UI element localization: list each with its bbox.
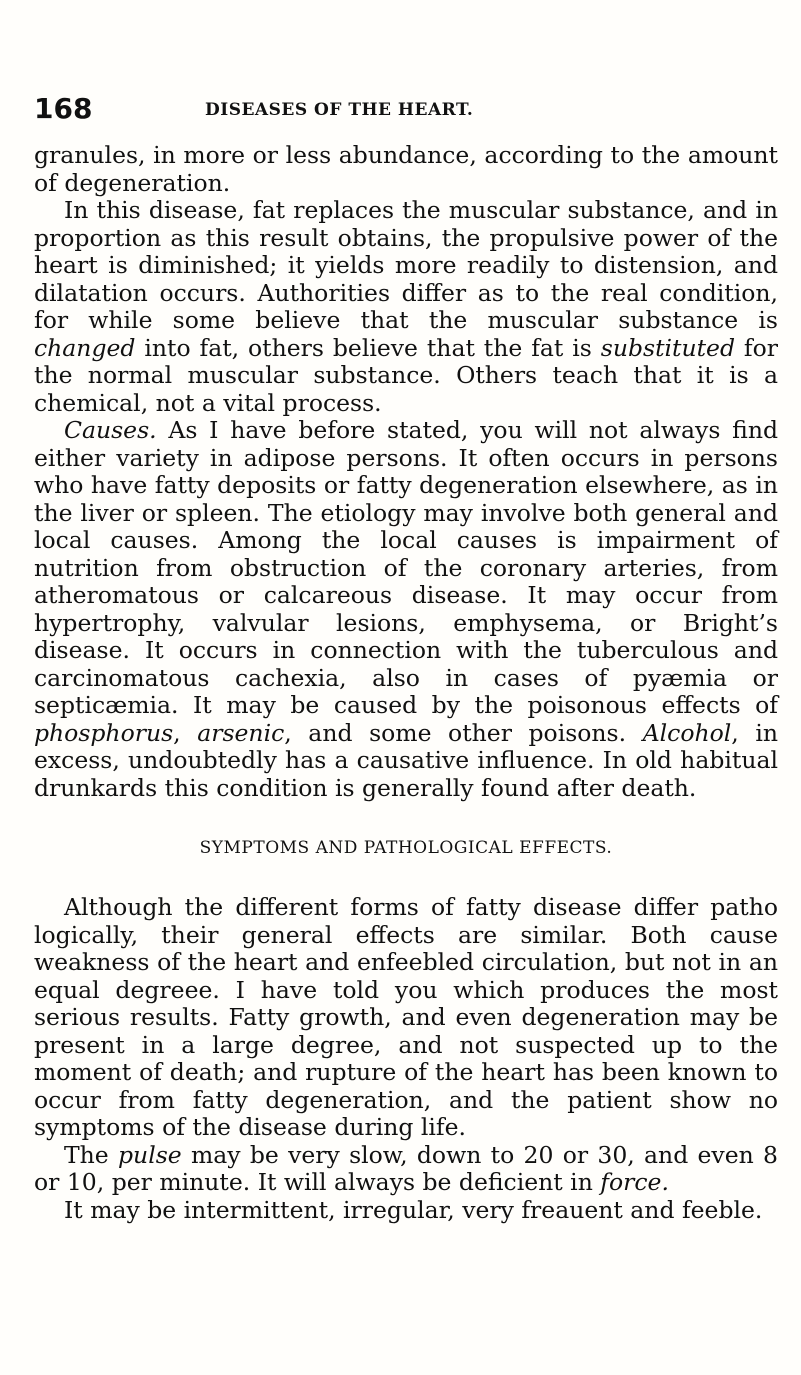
text-run: , and some other poisons. <box>284 718 643 747</box>
paragraph-pulse <box>34 1142 778 1197</box>
text-run: may be very slow, down to 20 or 30, and even 8 or 10, per minute. It will always be deficient in <box>34 1140 778 1196</box>
running-head <box>34 94 774 124</box>
text-run: , in excess, undoubtedly has a causative influence. In old habitual drunkards this condition is generally found after death. <box>34 718 779 802</box>
text-run: In this disease, fat replaces the muscular substance, and in proportion as this result obtains, the propulsive power of the heart is diminished; it yields more readily to distension, and dilatation occurs. Authorities differ as to the real condition, for while some believe that the muscular substance is <box>34 196 778 334</box>
text-run: , <box>173 718 198 747</box>
italic-term: substituted <box>600 333 735 362</box>
paragraph-granules <box>34 142 778 197</box>
italic-term: pulse <box>118 1140 182 1169</box>
italic-term: Causes. <box>64 416 157 444</box>
page-number: 168 <box>34 92 93 125</box>
italic-term: phosphorus <box>34 718 174 747</box>
text-run: The <box>64 1140 119 1169</box>
text-run: As I have before stated, you will not always find either variety in adipose persons. It often occurs in persons who have fatty deposits or fatty degeneration elsewhere, as in the liver or spleen. The etiology may involve both general and local causes. Among the local causes is impairment of nutrition from obstruction of the coronary arteries, from atheromatous or calcareous disease. It may occur from hypertrophy, valvular lesions, emphysema, or Bright’s disease. It occurs in connection with the tuberculous and carcinomatous cachexia, also in cases of pyæmia or septicæmia. It may be caused by the poisonous effects of <box>34 416 778 719</box>
text-run: into fat, others believe that the fat is <box>135 333 601 362</box>
running-head-title: DISEASES OF THE HEART. <box>205 100 474 120</box>
text-run: for the normal muscular substance. Others teach that it is a chemical, not a vital process. <box>34 333 778 417</box>
text-run: granules, in more or less abundance, according to the amount of degeneration. <box>34 141 778 197</box>
section-heading: SYMPTOMS AND PATHOLOGICAL EFFECTS. <box>199 838 613 858</box>
paragraph-causes <box>34 417 778 802</box>
text-run: It may be intermittent, irregular, very freauent and feeble. <box>64 1195 763 1224</box>
body-text <box>34 142 778 1224</box>
paragraph-symptoms <box>34 894 778 1142</box>
paragraph-disease-description <box>34 197 778 417</box>
text-run: Although the different forms of fatty disease differ patho logically, their general effects are similar. Both cause weakness of the heart and enfeebled circulation, but not in an equal degreee. I have told you which produces the most serious results. Fatty growth, and even degeneration may be present in a large degree, and not suspected up to the moment of death; and rupture of the heart has been known to occur from fatty degeneration, and the patient show no symptoms of the disease during life. <box>34 893 778 1141</box>
italic-term: force. <box>600 1168 669 1196</box>
italic-term: arsenic <box>197 718 285 747</box>
italic-term: Alcohol <box>642 718 732 747</box>
italic-term: changed <box>34 333 136 362</box>
paragraph-intermittent <box>34 1197 778 1225</box>
